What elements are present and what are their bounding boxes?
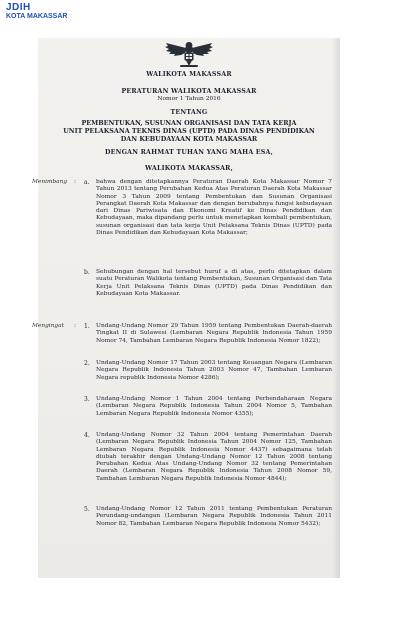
recalling-item-1: Undang-Undang Nomor 29 Tahun 1959 tentang Pembentukan Daerah-daerah Tingkat II di Sulawesi (Lembaran Negara Republik Indonesia Tahun 1959 Nomor 74, Tambahan Lembaran Negara Republik Indonesia Nomor 1822);	[96, 323, 332, 344]
considering-marker-b: b.	[84, 269, 90, 276]
recalling-marker-5: 5.	[84, 506, 90, 513]
recalling-item-2: Undang-Undang Nomor 17 Tahun 2003 tentang Keuangan Negara (Lembaran Negara Republik Indonesia Tahun 2003 Nomor 47, Tambahan Lembaran Negara republik Indonesia Nomor 4286);	[96, 360, 332, 381]
garuda-emblem-icon	[162, 39, 216, 69]
recalling-marker-2: 2.	[84, 360, 90, 367]
considering-marker-a: a.	[84, 179, 90, 186]
document-heading: WALIKOTA MAKASSAR	[146, 71, 232, 78]
recalling-marker-3: 3.	[84, 396, 90, 403]
considering-label: Menimbang :	[32, 179, 76, 185]
recalling-marker-1: 1.	[84, 323, 90, 330]
jdih-logo[interactable]	[6, 3, 67, 21]
recalling-item-5: Undang-Undang Nomor 12 Tahun 2011 tentang Pembentukan Peraturan Perundang-undangan (Lembaran Negara Republik Indonesia Tahun 2011 Nomor 82, Tambahan Lembaran Negara Republik Indonesia Nomor 5432);	[96, 506, 332, 527]
mayor-statement: WALIKOTA MAKASSAR,	[145, 165, 233, 172]
logo-title: JDIH	[6, 2, 31, 13]
about-label: TENTANG	[170, 109, 208, 116]
title-line-1: PEMBENTUKAN, SUSUNAN ORGANISASI DAN TATA KERJA	[81, 119, 297, 127]
regulation-name: PERATURAN WALIKOTA MAKASSAR	[121, 88, 257, 95]
document-page	[32, 38, 340, 578]
recalling-item-3: Undang-Undang Nomor 1 Tahun 2004 tentang Perbendaharaan Negara (Lembaran Negara Republik Indonesia Tahun 2004 Nomor 5, Tambahan Lembaran Negara Republik Indonesia Nomor 4355);	[96, 396, 332, 417]
grace-statement: DENGAN RAHMAT TUHAN YANG MAHA ESA,	[104, 149, 274, 156]
title-line-3: DAN KEBUDAYAAN KOTA MAKASSAR	[120, 135, 258, 143]
title-line-2: UNIT PELAKSANA TEKNIS DINAS (UPTD) PADA DINAS PENDIDIKAN	[63, 127, 315, 135]
recalling-marker-4: 4.	[84, 432, 90, 439]
logo-subtitle: KOTA MAKASSAR	[6, 13, 68, 20]
regulation-number: Nomor 1 Tahun 2016	[157, 96, 221, 102]
recalling-item-4: Undang-Undang Nomor 32 Tahun 2004 tentang Pemerintahan Daerah (Lembaran Negara Republik Indonesia Tahun 2004 Nomor 125, Tambahan Lembaran Negara Republik Indonesia Nomor 4437) sebagaimana telah diubah terakhir dengan Undang-Undang Nomor 12 Tahun 2008 tentang Perubahan Kedua Atas Undang-Undang Nomor 32 tentang Pemerintahan Daerah (Lembaran Negara Republik Indonesia Tahun 2008 Nomor 59, Tambahan Lembaran Negara Republik Indonesia Nomor 4844);	[96, 432, 332, 482]
considering-item-b: Sehubungan dengan hal tersebut huruf a di atas, perlu ditetapkan dalam suatu Peraturan Walikota tentang Pembentukan, Susunan Organisasi dan Tata Kerja Unit Pelaksana Teknis Dinas (UPTD) pada Dinas Pendidikan dan Kebudayaan Kota Makassar.	[96, 269, 332, 297]
considering-item-a: bahwa dengan ditetapkannya Peraturan Daerah Kota Makassar Nomor 7 Tahun 2013 tentang Perubahan Kedua Atas Peraturan Daerah Kota Makassar Nomor 3 Tahun 2009 tentang Pembentukan dan Susunan Organisasi Perangkat Daerah Kota Makassar dan dengan berubahnya fungsi kebudayaan dari Dinas Pariwisata dan Ekonomi Kreatif ke Dinas Pendidikan dan Kebudayaan, maka dipandang perlu untuk menetapkan kembali pembentukan, susunan organisasi dan tata kerja Unit Pelaksana Teknis Dinas (UPTD) pada Dinas Pendidikan dan Kebudayaan Kota Makassar;	[96, 179, 332, 237]
recalling-label: Mengingat :	[32, 323, 76, 329]
